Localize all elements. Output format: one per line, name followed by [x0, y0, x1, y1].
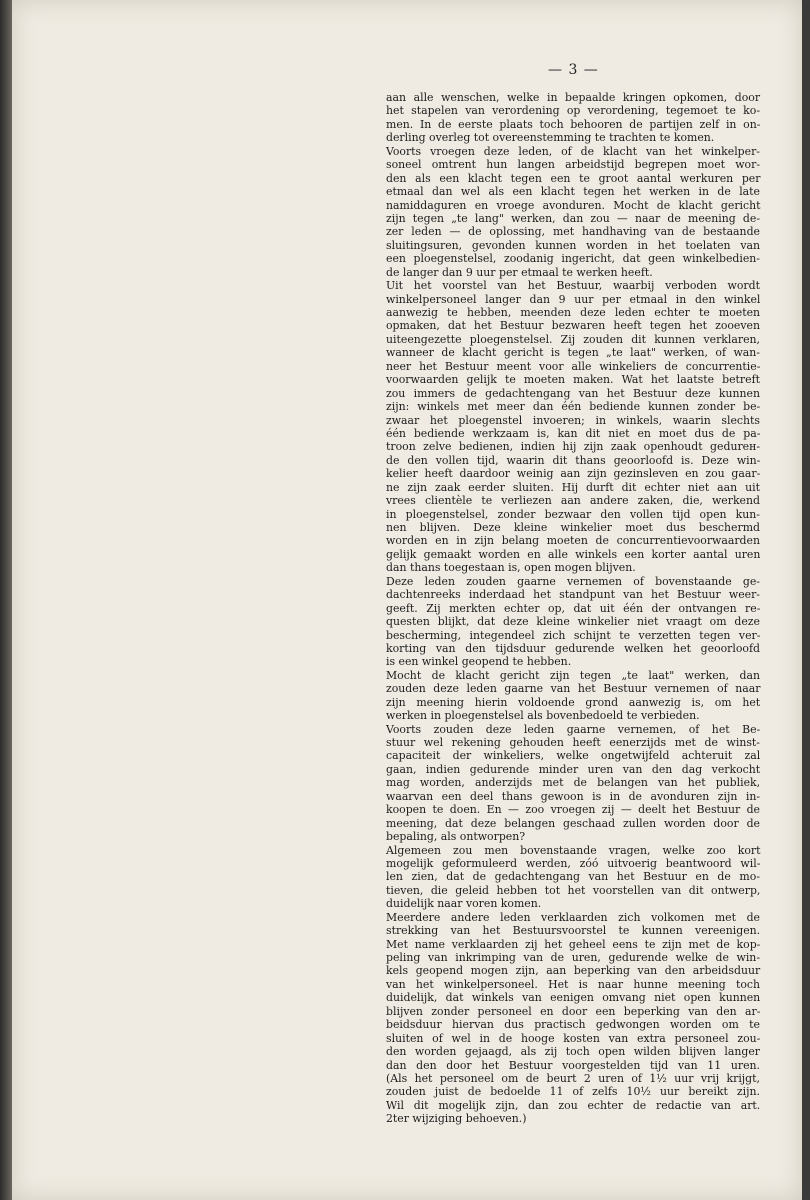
paragraph — [386, 669, 760, 723]
text-line: één bediende werkzaam is, kan dit niet en moet dus de pa- — [386, 426, 761, 440]
text-line: den worden gejaagd, als zij toch open wilden blijven langer — [386, 1045, 760, 1059]
text-line: werken in ploegenstelsel als bovenbedoeld te verbieden. — [386, 709, 700, 723]
text-line: gelijk gemaakt worden en alle winkels een korter aantal uren — [386, 547, 761, 561]
text-line: strekking van het Bestuursvoorstel te kunnen vereenigen. — [386, 924, 761, 938]
text-line: bescherming, integendeel zich schijnt te verzetten tegen ver- — [386, 628, 761, 642]
text-line: derling overleg tot overeenstemming te trachten te komen. — [386, 131, 715, 145]
text-line: nen blijven. Deze kleine winkelier moet dus beschermd — [386, 521, 760, 534]
text-line: zijn meening hierin voldoende grond aanwezig is, om het — [386, 695, 761, 709]
paragraph — [386, 279, 760, 575]
text-line: korting van den tijdsduur gedurende welken het geoorloofd — [386, 641, 760, 655]
text-line: zer leden — de oplossing, met handhaving van de bestaande — [386, 225, 760, 239]
text-line: aanwezig te hebben, meenden deze leden echter te moeten — [386, 306, 761, 319]
text-line: ne zijn zaak eerder sluiten. Hij durft dit echter niet aan uit — [386, 480, 760, 494]
text-line: len zien, dat de gedachtengang van het Bestuur en de mo- — [386, 870, 760, 884]
text-line: Meerdere andere leden verklaarden zich volkomen met de — [386, 910, 761, 924]
text-line: blijven zonder personeel en door een beperking van den ar- — [386, 1004, 761, 1018]
text-line: mag worden, anderzijds met de belangen van het publiek, — [386, 776, 761, 790]
text-line: kelier heeft daardoor weinig aan zijn gezinsleven en zou gaar- — [386, 467, 761, 481]
paragraph — [386, 91, 760, 145]
text-line: bepaling, als ontworpen? — [386, 830, 526, 844]
text-line: in ploegenstelsel, zonder bezwaar den vollen tijd open kun- — [386, 507, 760, 521]
paragraph — [386, 723, 760, 844]
text-line: troon zelve bedienen, indien hij zijn zaak openhoudt gedurен- — [386, 440, 761, 454]
text-line: sluiten of wel in de hooge kosten van extra personeel zou- — [386, 1031, 761, 1045]
text-line: den als een klacht tegen een te groot aantal werkuren per — [386, 171, 761, 185]
text-line: Uit het voorstel van het Bestuur, waarbij verboden wordt — [386, 279, 760, 293]
text-line: beidsduur hiervan dus practisch gedwongen worden om te — [386, 1018, 760, 1032]
text-line: dan thans toegestaan is, open mogen blijven. — [386, 561, 636, 575]
text-line: duidelijk, dat winkels van eenigen omvang niet open kunnen — [386, 991, 761, 1005]
text-line: dan den door het Bestuur voorgestelden tijd van 11 uren. — [386, 1058, 760, 1072]
text-line: gaan, indien gedurende minder uren van den dag verkocht — [386, 762, 761, 776]
text-line: peling van inkrimping van de uren, gedurende welke de win- — [386, 951, 760, 964]
text-line: wanneer de klacht gericht is tegen „te laat" werken, of wan- — [386, 346, 760, 360]
text-line: Mocht de klacht gericht zijn tegen „te laat" werken, dan — [386, 668, 760, 682]
text-line: stuur wel rekening gehouden heeft eenerzijds met de winst- — [386, 736, 760, 749]
body-text — [386, 91, 760, 1126]
text-line: een ploegenstelsel, zoodanig ingericht, dat geen winkelbedien- — [386, 252, 760, 266]
paragraph — [386, 844, 760, 911]
binding-edge — [0, 0, 12, 1200]
text-line: capaciteit der winkeliers, welke ongetwijfeld achteruit zal — [386, 749, 761, 763]
text-line: zouden deze leden gaarne van het Bestuur vernemen of naar — [386, 682, 761, 696]
text-line: zijn tegen „te lang" werken, dan zou — naar de meening de- — [386, 211, 760, 225]
paragraph — [386, 575, 760, 669]
text-line: zijn: winkels met meer dan één bediende kunnen zonder be- — [386, 400, 761, 414]
text-line: zouden juist de bedoelde 11 of zelfs 10½ uur bereikt zijn. — [386, 1085, 760, 1099]
text-line: etmaal dan wel als een klacht tegen het werken in de late — [386, 185, 760, 199]
text-line: Voorts zouden deze leden gaarne vernemen, of het Be- — [386, 722, 761, 736]
text-line: vrees clientèle te verliezen aan andere zaken, die, werkend — [386, 494, 760, 508]
text-line: soneel omtrent hun langen arbeidstijd begrepen moet wor- — [386, 158, 760, 172]
text-line: Deze leden zouden gaarne vernemen of bovenstaande ge- — [386, 574, 760, 588]
text-line: neer het Bestuur meent voor alle winkeliers de concurrentie- — [386, 359, 761, 373]
text-line: voorwaarden gelijk te moeten maken. Wat het laatste betreft — [386, 373, 760, 387]
text-line: meening, dat deze belangen geschaad zullen worden door de — [386, 816, 760, 830]
text-line: duidelijk naar voren komen. — [386, 897, 542, 911]
text-line: aan alle wenschen, welke in bepaalde kringen opkomen, door — [386, 91, 761, 104]
text-line: uiteengezette ploegenstelsel. Zij zouden dit kunnen verklaren, — [386, 332, 760, 346]
text-line: Wil dit mogelijk zijn, dan zou echter de redactie van art. — [386, 1098, 761, 1112]
text-line: van het winkelpersoneel. Het is naar hunne meening toch — [386, 977, 760, 991]
text-line: het stapelen van verordening op verordening, tegemoet te ko- — [386, 104, 760, 118]
text-line: Algemeen zou men bovenstaande vragen, welke zoo kort — [386, 843, 761, 857]
text-line: namiddaguren en vroege avonduren. Mocht de klacht gericht — [386, 198, 761, 212]
text-line: de den vollen tijd, waarin dit thans geoorloofd is. Deze win- — [386, 453, 761, 467]
text-line: waarvan een deel thans gewoon is in de avonduren zijn in- — [386, 789, 761, 803]
text-line: worden en in zijn belang moeten de concurrentievoorwaarden — [386, 534, 760, 548]
text-line: dachtenreeks inderdaad het standpunt van het Bestuur weer- — [386, 588, 760, 602]
text-line: questen blijkt, dat deze kleine winkelier niet vraagt om deze — [386, 615, 760, 629]
text-line: sluitingsuren, gevonden kunnen worden in het toelaten van — [386, 238, 760, 252]
text-line: Voorts vroegen deze leden, of de klacht van het winkelper- — [386, 144, 760, 158]
text-line: is een winkel geopend te hebben. — [386, 655, 572, 669]
paragraph — [386, 145, 760, 279]
paragraph — [386, 911, 760, 1126]
text-line: geeft. Zij merkten echter op, dat uit één der ontvangen re- — [386, 601, 761, 615]
text-line: (Als het personeel om de beurt 2 uren of 1½ uur vrij krijgt, — [386, 1071, 760, 1085]
text-line: kels geopend mogen zijn, aan beperking van den arbeidsduur — [386, 964, 761, 978]
text-line: 2ter wijziging behoeven.) — [386, 1112, 527, 1126]
text-line: zwaar het ploegenstel invoeren; in winkels, waarin slechts — [386, 413, 760, 427]
text-line: zou immers de gedachtengang van het Bestuur deze kunnen — [386, 386, 760, 400]
text-line: tieven, die geleid hebben tot het voorstellen van dit ontwerp, — [386, 883, 761, 897]
text-line: de langer dan 9 uur per etmaal te werken heeft. — [386, 265, 653, 279]
text-line: koopen te doen. En — zoo vroegen zij — deelt het Bestuur de — [386, 803, 760, 817]
text-line: mogelijk geformuleerd werden, zóó uitvoerig beantwoord wil- — [386, 856, 761, 870]
page-number: — 3 — — [548, 62, 599, 78]
text-line: winkelpersoneel langer dan 9 uur per etmaal in den winkel — [386, 292, 761, 306]
text-line: Met name verklaarden zij het geheel eens te zijn met de kop- — [386, 937, 761, 951]
text-line: men. In de eerste plaats toch behooren de partijen zelf in on- — [386, 117, 761, 131]
text-line: opmaken, dat het Bestuur bezwaren heeft tegen het zooeven — [386, 319, 760, 333]
